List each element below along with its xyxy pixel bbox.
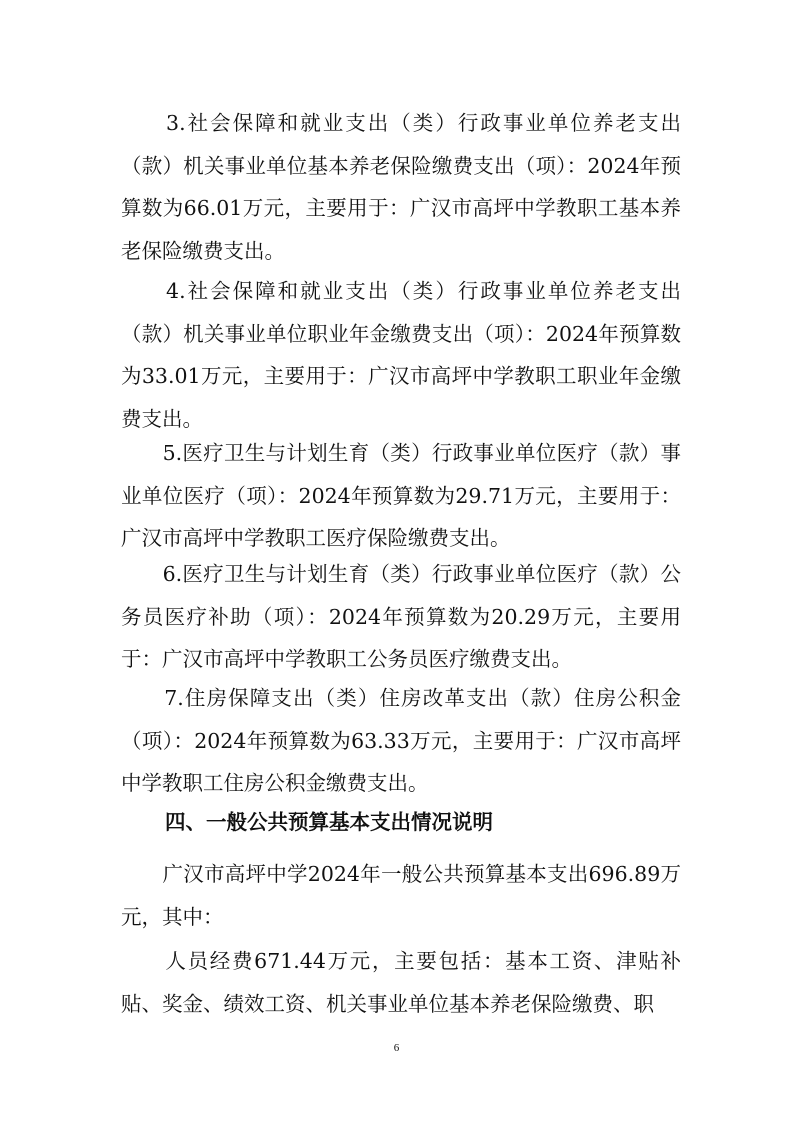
paragraph-personnel-expenses: 人员经费671.44万元，主要包括：基本工资、津贴补贴、奖金、绩效工资、机关事业单位基本养老保险缴费、职 [121,949,681,1016]
paragraph-item-7: 7.住房保障支出（类）住房改革支出（款）住房公积金（项）：2024年预算数为63.33万元，主要用于：广汉市高坪中学教职工住房公积金缴费支出。 [121,686,681,795]
page-number: 6 [393,1042,400,1054]
paragraph-item-3: 3.社会保障和就业支出（类）行政事业单位养老支出（款）机关事业单位基本养老保险缴费支出（项）：2024年预算数为66.01万元，主要用于：广汉市高坪中学教职工基本养老保险缴费支出。 [121,111,681,263]
paragraph-item-6: 6.医疗卫生与计划生育（类）行政事业单位医疗（款）公务员医疗补助（项）：2024年预算数为20.29万元，主要用于：广汉市高坪中学教职工公务员医疗缴费支出。 [121,562,681,671]
paragraph-basic-expenditure: 广汉市高坪中学2024年一般公共预算基本支出696.89万元，其中： [121,862,681,929]
paragraph-item-4: 4.社会保障和就业支出（类）行政事业单位养老支出（款）机关事业单位职业年金缴费支出（项）：2024年预算数为33.01万元，主要用于：广汉市高坪中学教职工职业年金缴费支出。 [121,279,681,431]
paragraph-item-5: 5.医疗卫生与计划生育（类）行政事业单位医疗（款）事业单位医疗（项）：2024年预算数为29.71万元，主要用于：广汉市高坪中学教职工医疗保险缴费支出。 [121,441,681,550]
section-heading: 四、一般公共预算基本支出情况说明 [165,810,493,834]
